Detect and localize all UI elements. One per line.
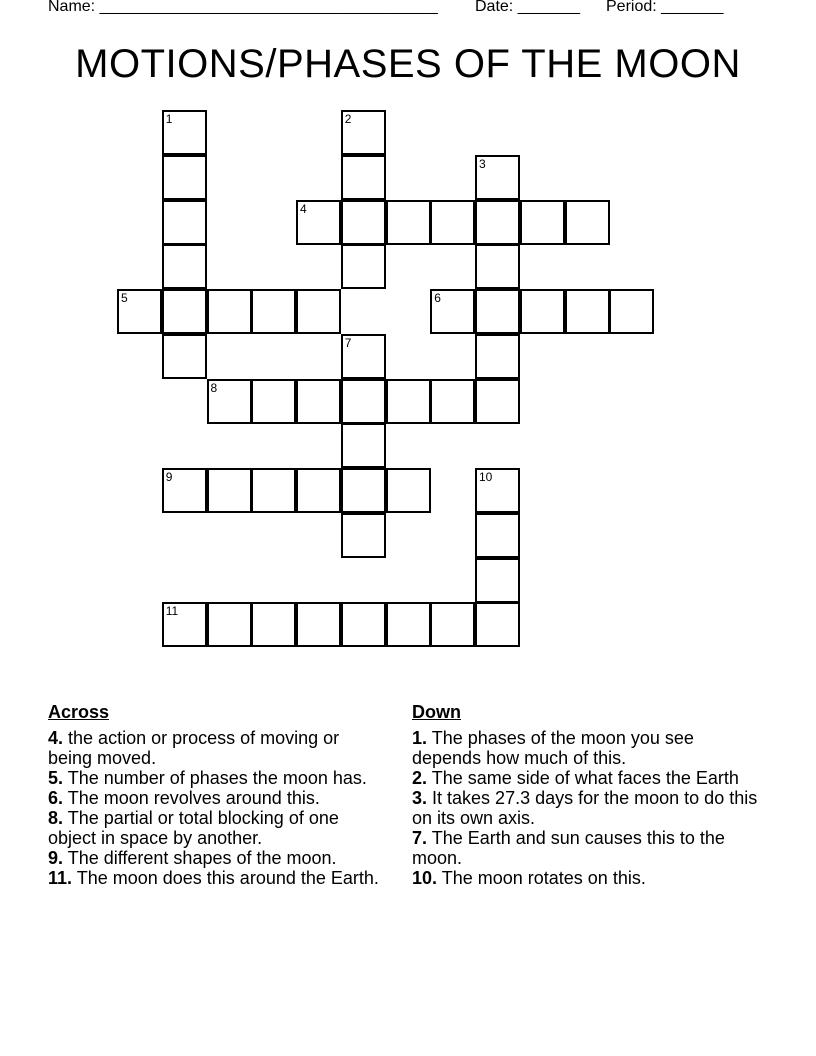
crossword-cell[interactable] [609,289,654,334]
crossword-cell[interactable] [162,155,207,200]
cell-number: 3 [479,156,486,171]
date-field-line[interactable]: Date: _______ [475,0,580,15]
across-clue [48,728,388,768]
clue-text: The moon does this around the Earth. [76,868,379,888]
crossword-cell[interactable] [251,468,296,513]
clue-number: 11. [48,868,73,888]
crossword-cell[interactable] [386,379,431,424]
clue-text: The moon revolves around this. [67,788,320,808]
cell-number: 9 [165,470,173,484]
crossword-cell[interactable] [341,200,386,245]
clue-number: 5. [48,768,64,788]
crossword-cell[interactable] [520,200,565,245]
crossword-cell[interactable] [520,289,565,334]
crossword-cell[interactable] [296,379,341,424]
crossword-cell[interactable] [565,289,610,334]
crossword-cell[interactable] [386,200,431,245]
clue-number: 2. [412,768,428,788]
down-heading: Down [412,702,461,722]
clue-text: The different shapes of the moon. [67,848,337,868]
clue-text: the action or process of moving or being moved. [48,728,340,768]
crossword-cell[interactable] [386,602,431,647]
crossword-cell[interactable] [341,513,386,558]
crossword-cell[interactable] [251,602,296,647]
crossword-cell[interactable] [162,110,207,155]
crossword-cell[interactable] [296,468,341,513]
crossword-cell[interactable] [162,200,207,245]
crossword-cell[interactable] [296,289,341,334]
cell-number: 6 [434,291,441,305]
crossword-cell[interactable] [430,379,475,424]
down-clue-list [412,728,762,888]
across-clue-list [48,728,388,888]
across-clue [48,768,388,788]
crossword-cell[interactable] [341,423,386,468]
clue-text: It takes 27.3 days for the moon to do this on its own axis. [412,788,758,828]
crossword-cell[interactable] [475,155,520,200]
cell-number: 11 [165,604,179,619]
across-clue [48,808,388,848]
clue-text: The moon rotates on this. [441,868,646,888]
clue-text: The phases of the moon you see depends how much of this. [412,728,694,768]
crossword-cell[interactable] [341,468,386,513]
clue-text: The Earth and sun causes this to the moon. [412,828,725,868]
crossword-cell[interactable] [475,379,520,424]
crossword-cell[interactable] [117,289,162,334]
crossword-cell[interactable] [341,155,386,200]
crossword-cell[interactable] [475,468,520,513]
crossword-cell[interactable] [162,289,207,334]
crossword-cell[interactable] [341,602,386,647]
across-clues [48,702,388,888]
crossword-cell[interactable] [162,244,207,289]
cell-number: 4 [300,201,307,216]
clue-text: The partial or total blocking of one object in space by another. [48,808,339,848]
clue-number: 1. [412,728,428,748]
crossword-cell[interactable] [341,379,386,424]
crossword-cell[interactable] [162,602,207,647]
clue-number: 10. [412,868,438,888]
crossword-cell[interactable] [251,289,296,334]
down-clue [412,868,762,888]
clue-text: The same side of what faces the Earth [431,768,739,788]
down-clue [412,728,762,768]
cell-number: 5 [121,291,128,305]
clue-number: 3. [412,788,428,808]
down-clue [412,788,762,828]
crossword-cell[interactable] [341,110,386,155]
crossword-cell[interactable] [565,200,610,245]
crossword-cell[interactable] [475,602,520,647]
crossword-cell[interactable] [207,602,252,647]
across-clue [48,868,388,888]
crossword-cell[interactable] [430,602,475,647]
crossword-cell[interactable] [475,558,520,603]
down-clue [412,828,762,868]
crossword-cell[interactable] [341,334,386,379]
cell-number: 10 [479,470,493,484]
crossword-cell[interactable] [296,602,341,647]
page-title: MOTIONS/PHASES OF THE MOON [75,42,741,86]
cell-number: 8 [210,380,218,395]
clue-number: 4. [48,728,64,748]
cell-number: 7 [344,335,352,350]
down-clue [412,768,762,788]
crossword-cell[interactable] [475,244,520,289]
crossword-cell[interactable] [207,468,252,513]
name-field-line[interactable]: Name: ______________________________________ [48,0,438,15]
clue-number: 7. [412,828,428,848]
crossword-cell[interactable] [475,513,520,558]
crossword-cell[interactable] [207,289,252,334]
crossword-cell[interactable] [386,468,431,513]
crossword-cell[interactable] [430,200,475,245]
clue-number: 9. [48,848,64,868]
crossword-cell[interactable] [162,334,207,379]
crossword-cell[interactable] [162,468,207,513]
crossword-cell[interactable] [207,379,252,424]
crossword-cell[interactable] [341,244,386,289]
crossword-cell[interactable] [430,289,475,334]
crossword-cell[interactable] [475,200,520,245]
clue-text: The number of phases the moon has. [67,768,367,788]
cell-number: 1 [165,112,173,126]
across-clue [48,848,388,868]
across-clue [48,788,388,808]
down-clues [412,702,762,888]
period-field-line[interactable]: Period: _______ [606,0,724,15]
cell-number: 2 [344,112,352,126]
crossword-cell[interactable] [475,289,520,334]
crossword-cell[interactable] [251,379,296,424]
clue-number: 6. [48,788,64,808]
crossword-cell[interactable] [475,334,520,379]
crossword-cell[interactable] [296,200,341,245]
across-heading: Across [48,702,110,722]
clue-number: 8. [48,808,64,828]
